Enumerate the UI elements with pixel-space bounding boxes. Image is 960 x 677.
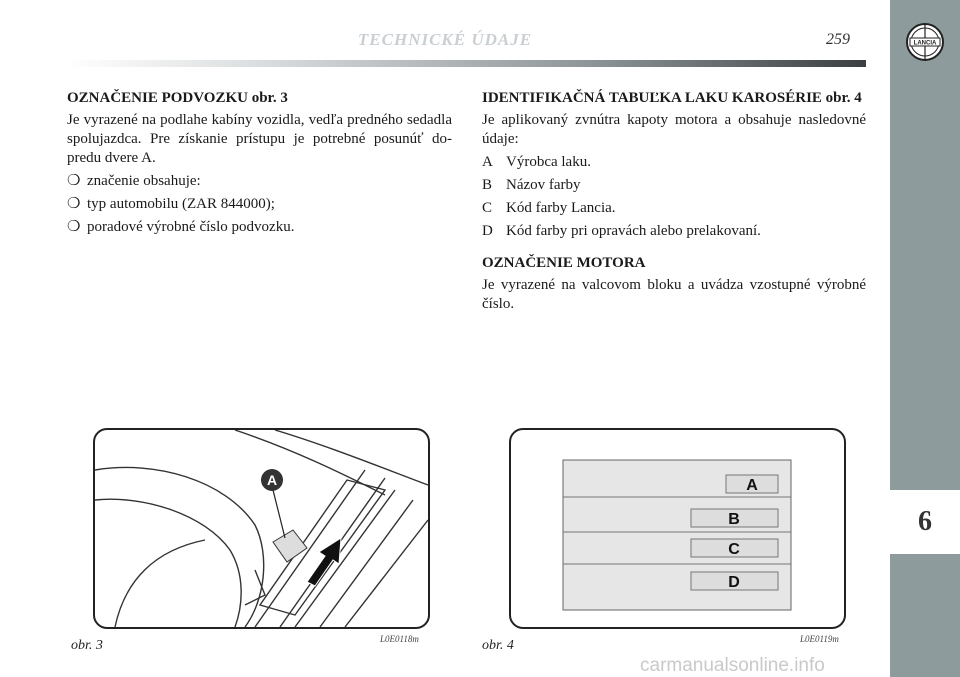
plate-label: D [728, 574, 740, 591]
svg-text:LANCIA: LANCIA [913, 40, 937, 47]
engine-text: Je vyrazené na valcovom bloku a uvádza vzostupné výrobné číslo. [482, 277, 866, 312]
list-item: A Výrobca laku. [482, 154, 591, 170]
chassis-illustration [95, 430, 428, 627]
list-item: ❍ poradové výrobné číslo podvozku. [67, 219, 295, 235]
figure-caption: obr. 3 [71, 638, 103, 653]
section-heading-paint-plate: IDENTIFIKAČNÁ TABUĽKA LAKU KAROSÉRIE obr. 4 [482, 90, 862, 106]
paint-plate-illustration [511, 430, 844, 627]
right-column [482, 90, 866, 318]
list-item: ❍ typ automobilu (ZAR 844000); [67, 196, 275, 212]
plate-label: C [728, 541, 740, 558]
chapter-tab[interactable]: 6 [890, 490, 960, 554]
list-item: C Kód farby Lancia. [482, 200, 616, 216]
lancia-logo [905, 22, 945, 62]
list-item: B Názov farby [482, 177, 581, 193]
section-heading-engine: OZNAČENIE MOTORA [482, 255, 646, 271]
left-column [67, 90, 452, 241]
figure-code: L0E0119m [800, 634, 839, 644]
page-number: 259 [826, 31, 850, 48]
list-item: ❍ značenie obsahuje: [67, 173, 201, 189]
paint-plate-intro: Je aplikovaný zvnútra kapoty motora a obsahuje nasledovné údaje: [482, 112, 866, 147]
bullet-icon: ❍ [67, 173, 81, 189]
section-heading-chassis: OZNAČENIE PODVOZKU obr. 3 [67, 90, 288, 106]
plate-label: A [746, 477, 758, 494]
figure-chassis-marking [93, 428, 430, 629]
plate-label: B [728, 511, 740, 528]
chapter-sidebar [890, 0, 960, 677]
figure-paint-plate [509, 428, 846, 629]
chassis-intro: Je vyrazené na podlahe kabíny vozidla, vedľa predného sedadla spolujazdca. Pre získanie prístupu je potrebné posunúť do-predu dvere A. [67, 112, 452, 166]
figure-caption: obr. 4 [482, 638, 514, 653]
list-item: D Kód farby pri opravách alebo prelakovaní. [482, 223, 761, 239]
running-header-title: TECHNICKÉ ÚDAJE [357, 30, 533, 49]
figure-code: L0E0118m [380, 634, 419, 644]
header-rule [66, 60, 866, 67]
watermark: carmanualsonline.info [640, 655, 825, 676]
callout-label: A [266, 472, 278, 488]
bullet-icon: ❍ [67, 219, 81, 235]
bullet-icon: ❍ [67, 196, 81, 212]
